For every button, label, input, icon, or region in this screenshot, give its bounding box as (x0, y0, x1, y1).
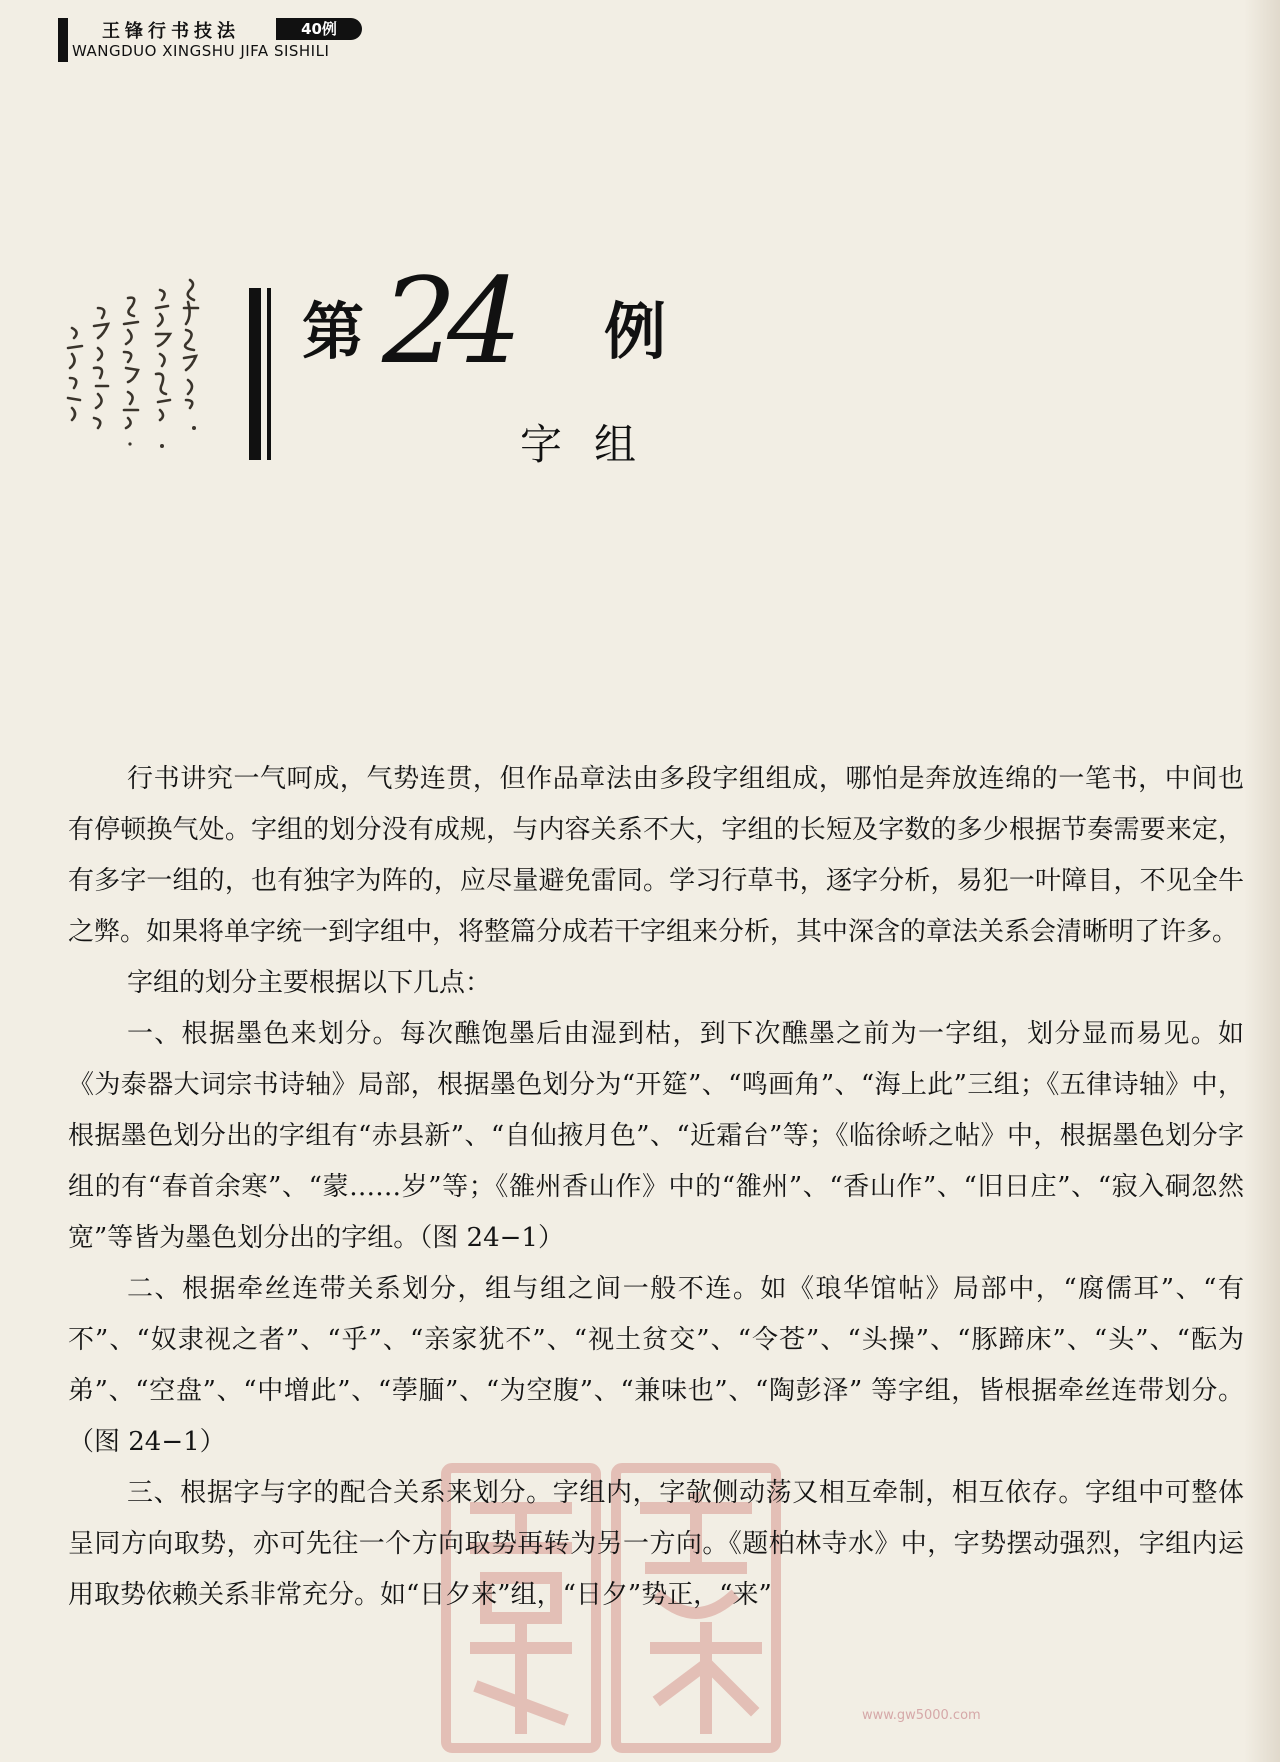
chapter-title-suffix: 例 (604, 295, 667, 368)
chapter-title-bars (249, 288, 275, 460)
body-paragraph-2: 字组的划分主要根据以下几点： (127, 968, 492, 998)
page-edge-shadow (1244, 0, 1280, 1762)
running-header-badge: 40例 (276, 18, 362, 40)
body-paragraph-5: 三、根据字与字的配合关系来划分。字组内，字欹侧动荡又相互牵制，相互依存。字组中可整体呈同方向取势，亦可先往一个方向取势再转为另一方向。《题柏林寺水》中，字势摆动强烈，字组内运用取势依赖关系非常充分。如“日夕来”组，“日夕”势正，“来” (68, 1478, 1244, 1610)
body-paragraph-1: 行书讲究一气呵成，气势连贯，但作品章法由多段字组组成，哪怕是奔放连绵的一笔书，中间也有停顿换气处。字组的划分没有成规，与内容关系不大，字组的长短及字数的多少根据节奏需要来定，有多字一组的，也有独字为阵的，应尽量避免雷同。学习行草书，逐字分析，易犯一叶障目，不见全牛之弊。如果将单字统一到字组中，将整篇分成若干字组来分析，其中深含的章法关系会清晰明了许多。 (68, 764, 1244, 947)
body-text (68, 754, 1244, 1621)
body-paragraph-3: 一、根据墨色来划分。每次醮饱墨后由湿到枯，到下次醮墨之前为一字组，划分显而易见。如《为泰器大词宗书诗轴》局部，根据墨色划分为“开筵”、“鸣画角”、“海上此”三组；《五律诗轴》中，根据墨色划分出的字组有“赤县新”、“自仙掖月色”、“近霜台”等；《临徐峤之帖》中，根据墨色划分字组的有“春首余寒”、“蒙……岁”等；《雒州香山作》中的“雒州”、“香山作”、“旧日庄”、“寂入硐忽然宽”等皆为墨色划分出的字组。（图 24−1） (68, 1019, 1244, 1253)
chapter-title-prefix: 第 (302, 295, 365, 368)
running-header-subtitle: WANGDUO XINGSHU JIFA SISHILI (72, 42, 330, 60)
running-header-title: 王锋行书技法 (102, 21, 240, 42)
body-paragraph-4: 二、根据牵丝连带关系划分，组与组之间一般不连。如《琅华馆帖》局部中，“腐儒耳”、“有不”、“奴隶视之者”、“乎”、“亲家犹不”、“视土贫交”、“令苍”、“头操”、“豚蹄床”、“头”、“酝为弟”、“空盘”、“中增此”、“荸腼”、“为空腹”、“兼味也”、“陶彭泽” 等字组，皆根据牵丝连带划分。（图 24−1） (68, 1274, 1244, 1457)
calligraphy-inscription-image (62, 268, 212, 478)
header-bar-decoration (58, 18, 68, 62)
website-watermark: www.gw5000.com (862, 1708, 981, 1723)
chapter-number: 24 (382, 252, 513, 390)
chapter-subtitle: 字组 (520, 420, 669, 469)
